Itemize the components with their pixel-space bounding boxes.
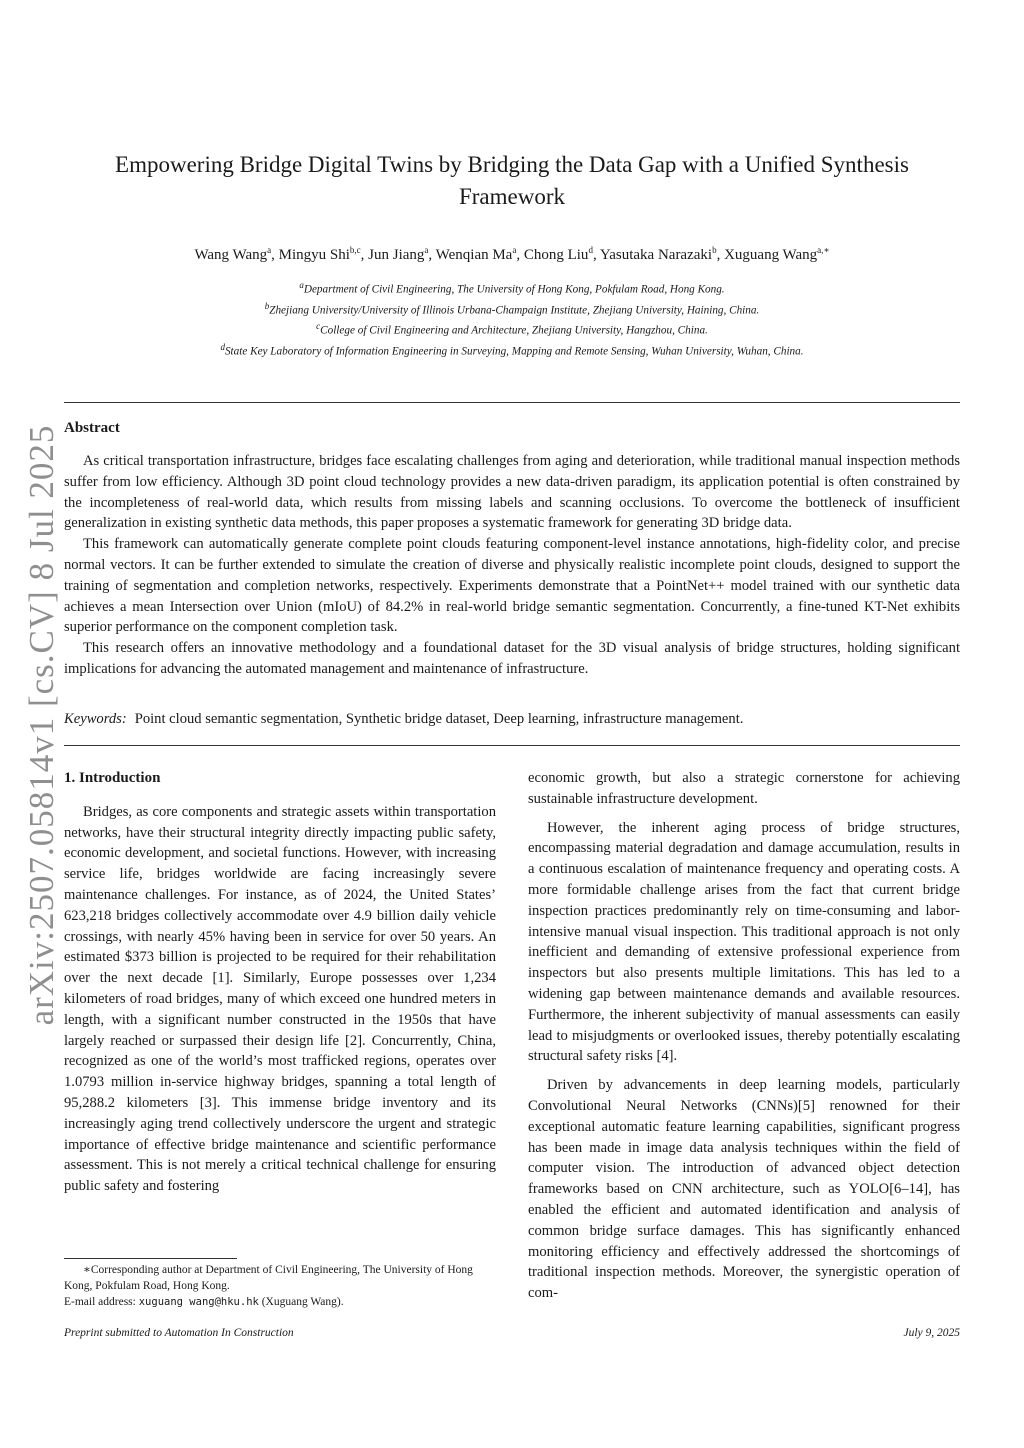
left-column [64,768,496,1205]
footnote-corresponding: ∗Corresponding author at Department of Civil Engineering, The University of Hong Kong, Pokfulam Road, Hong Kong. [64,1264,473,1292]
footnote-email-suffix: (Xuguang Wang). [261,1296,344,1308]
author-separator: , [360,247,369,263]
author-name: Xuguang Wang [724,247,818,263]
title-line-2: Framework [458,184,566,209]
footer-preprint-note: Preprint submitted to Automation In Construction [64,1327,294,1339]
author-name: Yasutaka Narazaki [599,247,713,263]
author-name: Jun Jiang [368,247,425,263]
affiliation [80,339,944,360]
keywords-label: Keywords: [64,711,127,727]
footnote-email-label: E-mail address: [64,1296,136,1308]
affiliation [80,277,944,298]
author-name: Wang Wang [194,247,268,263]
affiliation [80,298,944,319]
affiliation-mark: d [220,342,225,353]
body-paragraph: Bridges, as core components and strategic assets within transportation networks, have their structural integrity directly impacting public safety, economic development, and societal functions. However, with increasing service life, bridges worldwide are facing increasingly severe maintenance challenges. For instance, as of 2024, the United States’ 623,218 bridges collectively accommodate over 4.9 billion daily vehicle crossings, with nearly 45% having been in service for over 50 years. An estimated $373 billion is projected to be required for their rehabilitation over the next decade [1]. Similarly, Europe possesses over 1,234 kilometers of road bridges, many of which exceed one hundred meters in length, with a significant number constructed in the 1950s that have largely reached or surpassed their design life [2]. Concurrently, China, recognized as one of the world’s most trafficked regions, operates over 1.0793 million in-service highway bridges, spanning a total length of 95,288.2 kilometers [3]. This immense bridge inventory and its increasingly aging trend collectively underscore the urgent and strategic importance of effective bridge maintenance and scientific performance assessment. This is not merely a critical technical challenge for ensuring public safety and fostering [64,803,496,1195]
right-column-body [528,818,960,1304]
author-affiliation-mark: d [588,245,593,255]
abstract-paragraph: This research offers an innovative methodology and a foundational dataset for the 3D visual analysis of bridge structures, holding significant implications for advancing the automated management and maintenance of infrastructure. [64,640,960,677]
affiliation-list [80,277,944,360]
affiliation-text: Zhejiang University/University of Illinois Urbana-Champaign Institute, Zhejiang University, Haining, China. [269,304,760,317]
author-separator: , [592,247,600,263]
abstract-paragraph: This framework can automatically generate complete point clouds featuring component-level instance annotations, high-fidelity color, and precise normal vectors. It can be further extended to simulate the creation of diverse and physically realistic incomplete point clouds, designed to support the training of segmentation and completion networks, respectively. Experiments demonstrate that a PointNet++ model trained with our synthetic data achieves a mean Intersection over Union (mIoU) of 84.2% in real-world bridge semantic segmentation. Concurrently, a fine-tuned KT-Net exhibits superior performance on the component completion task. [64,536,960,636]
author-name: Mingyu Shi [278,247,350,263]
left-column-body [64,802,496,1197]
author-affiliation-mark: b [712,245,717,255]
abstract-paragraph: As critical transportation infrastructure, bridges face escalating challenges from aging and deterioration, while traditional manual inspection methods suffer from low efficiency. Although 3D point cloud technology provides a new data-driven paradigm, its application potential is often constrained by the incompleteness of real-world data, which results from missing labels and scanning occlusions. To overcome the bottleneck of insufficient generalization in existing synthetic data methods, this paper proposes a systematic framework for generating 3D bridge data. [64,453,960,532]
affiliation-mark: b [264,300,270,311]
abstract-heading: Abstract [64,420,120,436]
affiliation-mark: a [299,280,304,290]
author-name: Chong Liu [523,247,589,263]
title-line-1: Empowering Bridge Digital Twins by Bridging the Data Gap with a Unified Synthesis [115,152,909,177]
author-separator: , [271,247,279,263]
author-list [80,240,944,265]
affiliation [80,318,944,339]
author-separator: , [716,247,725,263]
author-affiliation-mark: b,c [349,245,361,255]
footnote-email[interactable]: xuguang wang@hku.hk [138,1296,259,1308]
paper-title [80,149,944,213]
affiliation-text: Department of Civil Engineering, The University of Hong Kong, Pokfulam Road, Hong Kong. [303,283,725,296]
keywords-text: Point cloud semantic segmentation, Synthetic bridge dataset, Deep learning, infrastructure management. [134,711,744,727]
author-affiliation-mark: a [424,245,429,255]
right-column [528,768,960,1312]
keywords [64,709,960,729]
footnote [64,1262,496,1310]
footer-date: July 9, 2025 [903,1327,960,1339]
author-affiliation-mark: a,∗ [817,245,830,255]
author-affiliation-mark: a [267,245,272,255]
arxiv-identifier: arXiv:2507.05814v1 [cs.CV] 8 Jul 2025 [22,424,61,1026]
author-name: Wenqian Ma [435,247,513,263]
abstract-bottom-rule [64,745,960,746]
right-column-continuation: economic growth, but also a strategic cornerstone for achieving sustainable infrastructure development. [528,770,960,807]
abstract-top-rule [64,402,960,403]
section-heading: 1. Introduction [64,770,161,786]
affiliation-text: College of Civil Engineering and Architecture, Zhejiang University, Hangzhou, China. [320,325,708,338]
author-affiliation-mark: a [512,245,517,255]
author-separator: , [428,247,436,263]
abstract-body [64,451,960,680]
body-paragraph: Driven by advancements in deep learning models, particularly Convolutional Neural Networks (CNNs)[5] renowned for their exceptional automatic feature learning capabilities, significant progress has been made in image data analysis techniques within the field of computer vision. The introduction of advanced object detection frameworks based on CNN architecture, such as YOLO[6–14], has enabled the efficient and automated identification and analysis of common bridge surface damages. This has significantly enhanced monitoring efficiency and effectively addressed the shortcomings of traditional inspection methods. Moreover, the synergistic operation of com- [528,1077,960,1302]
author-separator: , [516,247,524,263]
body-paragraph: However, the inherent aging process of bridge structures, encompassing material degradation and damage accumulation, results in a continuous escalation of maintenance frequency and operating costs. A more formidable challenge arises from the fact that current bridge inspection practices predominantly rely on time-consuming and labor-intensive manual visual inspection. This traditional approach is not only inefficient and demanding of extensive professional experience from inspectors but also presents multiple limitations. This has led to a widening gap between maintenance demands and available resources. Furthermore, the inherent subjectivity of manual assessments can easily lead to misjudgments or overlooked issues, thereby potentially escalating structural safety risks [4]. [528,819,960,1065]
affiliation-mark: c [316,321,321,332]
affiliation-text: State Key Laboratory of Information Engineering in Surveying, Mapping and Remote Sensing, Wuhan University, Wuhan, China. [224,345,804,358]
footnote-rule [64,1258,237,1259]
footnote-email-line [64,1294,496,1310]
